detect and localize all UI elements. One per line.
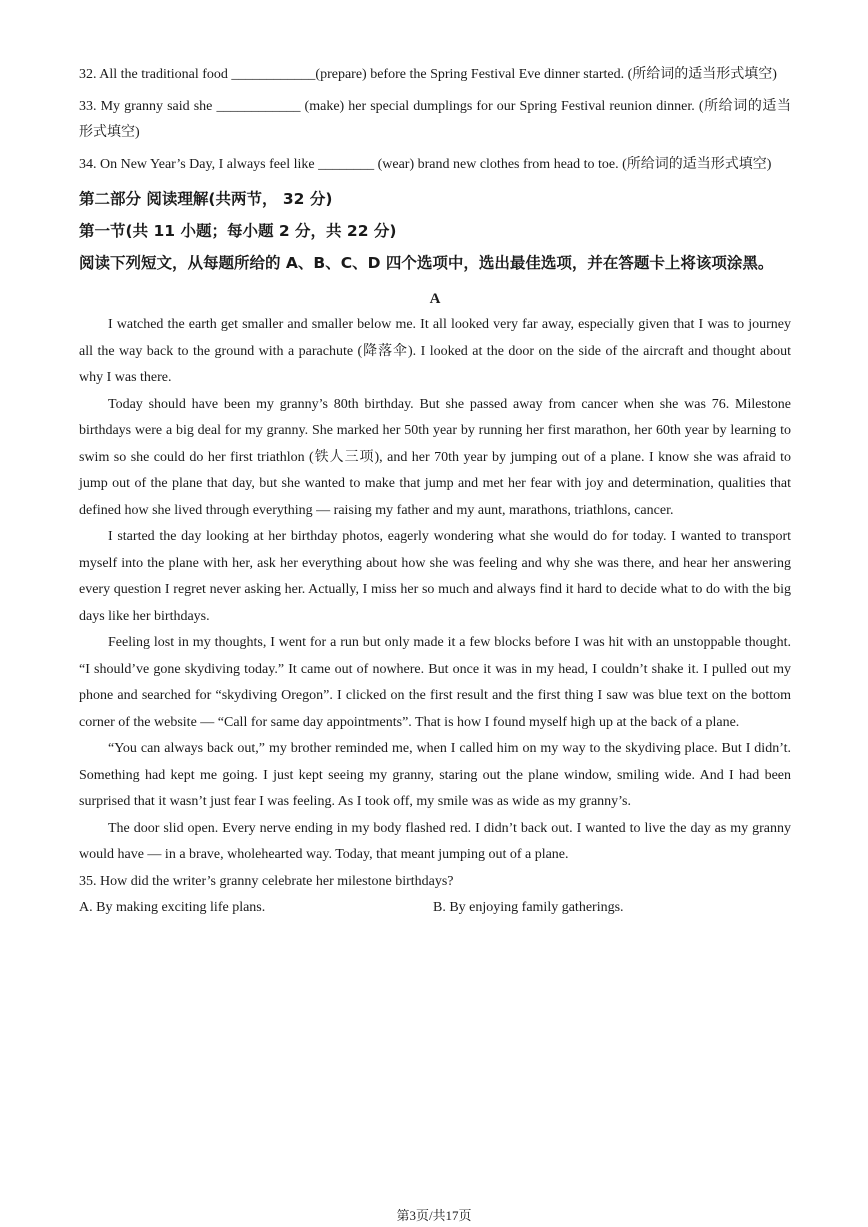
question-35-stem: 35. How did the writer’s granny celebrate her milestone birthdays? bbox=[79, 873, 454, 889]
question-32: 32. All the traditional food ____________(prepare) before the Spring Festival Eve dinner started. (所给词的适当形式填空) bbox=[79, 67, 777, 82]
passage-paragraph-5: “You can always back out,” my brother reminded me, when I called him on my way to the skydiving place. But I didn’t. Something had kept me going. I just kept seeing my granny, staring out the plane window, smiling wide. And I had been surprised that it wasn’t just fear I was feeling. As I took off, my smile was as wide as my granny’s. bbox=[79, 741, 791, 809]
part-title: 第二部分 阅读理解(共两节， 32 分) bbox=[79, 190, 333, 208]
option-b: B. By enjoying family gatherings. bbox=[433, 900, 624, 915]
question-34: 34. On New Year’s Day, I always feel like ________ (wear) brand new clothes from head to toe. (所给词的适当形式填空) bbox=[79, 156, 772, 172]
passage-paragraph-2: Today should have been my granny’s 80th birthday. But she passed away from cancer when she was 76. Milestone birthdays were a big deal for my granny. She marked her 50th year by running her first marathon, her 60th year by learning to swim so she could do her first triathlon (铁人三项), and her 70th year by jumping out of a plane. I know she was afraid to jump out of the plane that day, but she wanted to make that jump and met her fear with joy and determination, qualities that defined how she lived through everything — raising my father and my aunt, marathons, triathlons, cancer. bbox=[79, 396, 791, 518]
passage-paragraph-1: I watched the earth get smaller and smaller below me. It all looked very far away, especially given that I was to journey all the way back to the ground with a parachute (降落伞). I looked at the door on the side of the aircraft and thought about why I was there. bbox=[79, 317, 791, 385]
option-a: A. By making exciting life plans. bbox=[79, 900, 266, 915]
passage-paragraph-6: The door slid open. Every nerve ending in my body flashed red. I didn’t back out. I wanted to live the day as my granny would have — in a brave, wholehearted way. Today, that meant jumping out of a plane. bbox=[79, 820, 791, 862]
section-title: 第一节(共 11 小题；每小题 2 分，共 22 分) bbox=[79, 222, 397, 240]
question-33: 33. My granny said she ____________ (make) her special dumplings for our Spring Festival reunion dinner. (所给词的适当形式填空) bbox=[79, 98, 791, 140]
passage-paragraph-3: I started the day looking at her birthday photos, eagerly wondering what she would do for today. I wanted to transport myself into the plane with her, ask her everything about how she was feeling and why she was there, and hear her answering every question I regret never asking her. Actually, I miss her so much and always find it hard to decide what to do with the big days like her birthdays. bbox=[79, 529, 791, 624]
page-content bbox=[79, 62, 791, 921]
passage-letter: A bbox=[429, 291, 441, 307]
question-35-options bbox=[79, 895, 791, 921]
page-footer: 第3页/共17页 bbox=[396, 1208, 472, 1223]
instruction: 阅读下列短文，从每题所给的 A、B、C、D 四个选项中，选出最佳选项，并在答题卡上将该项涂黑。 bbox=[79, 254, 774, 272]
passage-paragraph-4: Feeling lost in my thoughts, I went for a run but only made it a few blocks before I was hit with an unstoppable thought. “I should’ve gone skydiving today.” It came out of nowhere. But once it was in my head, I couldn’t shake it. I pulled out my phone and searched for “skydiving Oregon”. I clicked on the first result and the first thing I saw was blue text on the bottom corner of the website — “Call for same day appointments”. That is how I found myself high up at the back of a plane. bbox=[79, 635, 791, 730]
